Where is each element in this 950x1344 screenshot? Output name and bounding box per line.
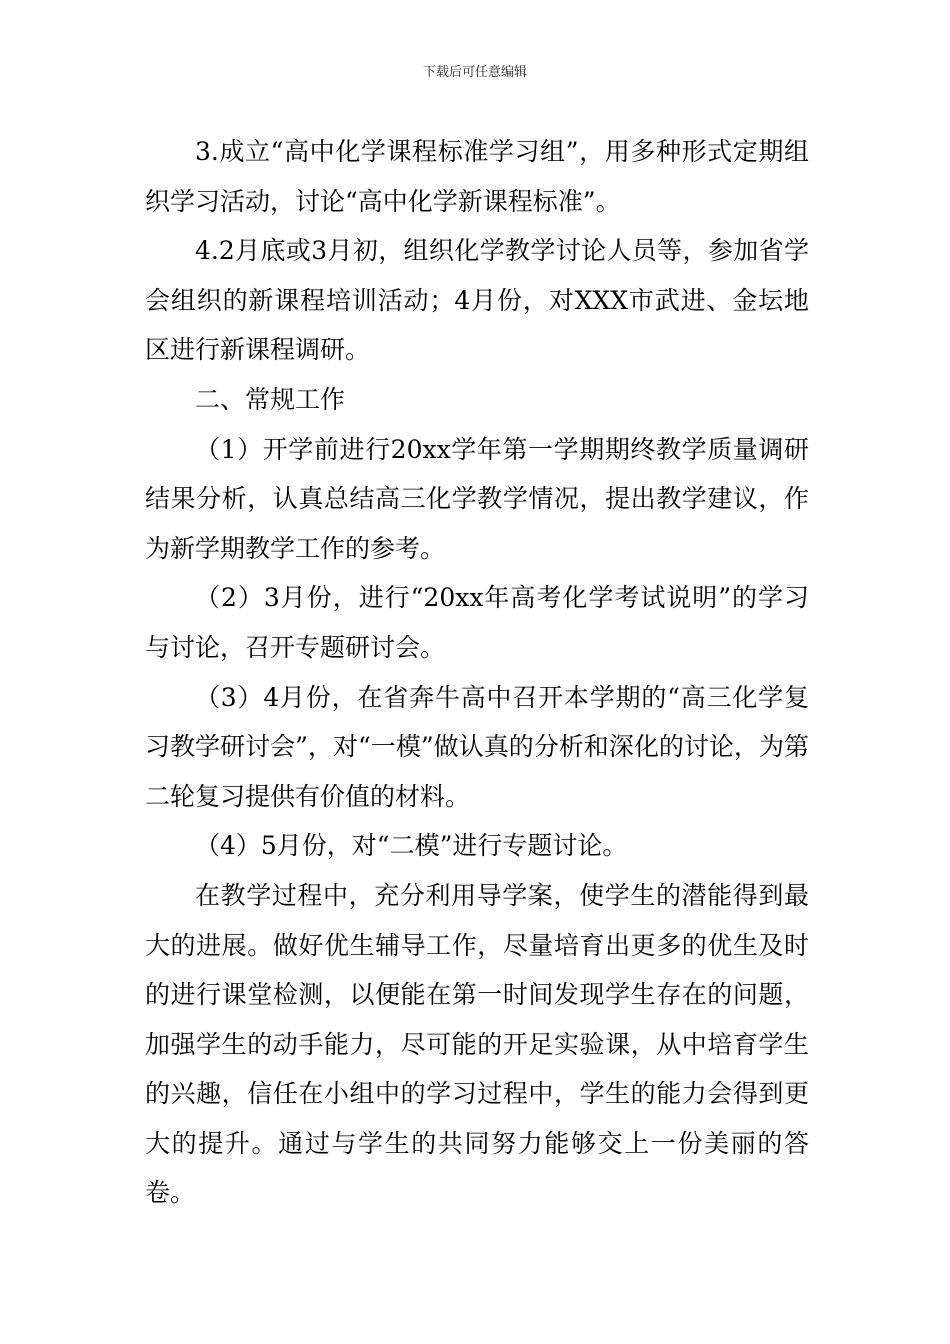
document-body (145, 127, 809, 1218)
paragraph-item-3: 3.成立“高中化学课程标准学习组”，用多种形式定期组织学习活动，讨论“高中化学新课程标准”。 (145, 137, 809, 216)
page-header-note: 下载后可任意编辑 (422, 65, 527, 80)
paragraph-teaching-process: 在教学过程中，充分利用导学案，使学生的潜能得到最大的进展。做好优生辅导工作，尽量培育出更多的优生及时的进行课堂检测，以便能在第一时间发现学生存在的问题，加强学生的动手能力，尽可能的开足实验课，从中培育学生的兴趣，信任在小组中的学习过程中，学生的能力会得到更大的提升。通过与学生的共同努力能够交上一份美丽的答卷。 (145, 880, 809, 1208)
paragraph-routine-3: （3）4月份，在省奔牛高中召开本学期的“高三化学复习教学研讨会”，对“一模”做认真的分析和深化的讨论，为第二轮复习提供有价值的材料。 (145, 682, 809, 811)
paragraph-routine-1: （1）开学前进行20xx学年第一学期期终教学质量调研结果分析，认真总结高三化学教学情况，提出教学建议，作为新学期教学工作的参考。 (145, 434, 809, 563)
paragraph-item-4: 4.2月底或3月初，组织化学教学讨论人员等，参加省学会组织的新课程培训活动；4月份，对XXX市武进、金坛地区进行新课程调研。 (145, 236, 809, 365)
paragraph-routine-2: （2）3月份，进行“20xx年高考化学考试说明”的学习与讨论，召开专题研讨会。 (145, 583, 809, 662)
section-heading-routine-work: 二、常规工作 (195, 384, 346, 414)
paragraph-routine-4: （4）5月份，对“二模”进行专题讨论。 (195, 831, 628, 861)
